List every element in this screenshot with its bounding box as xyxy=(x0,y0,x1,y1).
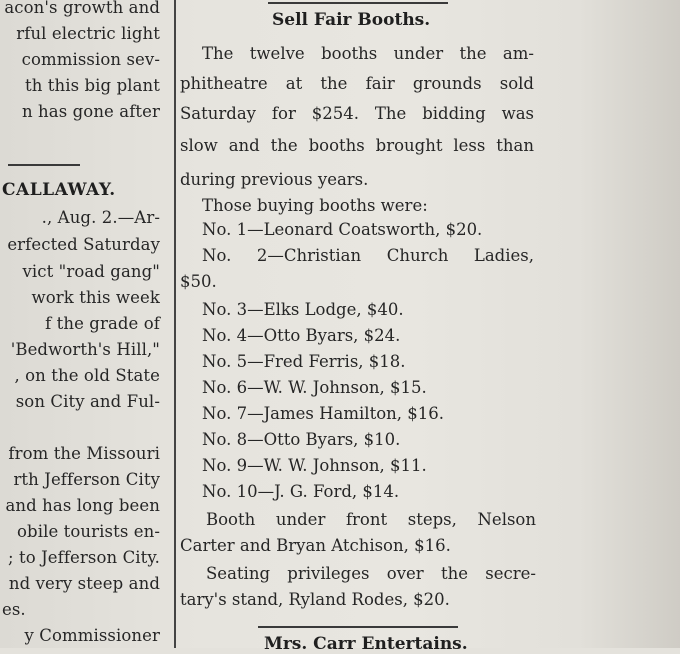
article-line: slow and the booths brought less than xyxy=(180,136,534,155)
left-text-line: rth Jefferson City xyxy=(13,470,160,489)
left-text-line: son City and Ful- xyxy=(15,392,160,411)
left-column xyxy=(0,0,166,648)
booth-entry: No. 2—Christian Church Ladies, xyxy=(202,246,534,265)
booth-entry: No. 7—James Hamilton, $16. xyxy=(202,404,444,423)
article-line: during previous years. xyxy=(180,170,369,189)
next-article-headline: Mrs. Carr Entertains. xyxy=(264,634,468,654)
section-divider xyxy=(8,164,80,166)
article-headline: Sell Fair Booths. xyxy=(272,10,431,30)
article-line: Saturday for $254. The bidding was xyxy=(180,104,534,123)
left-text-line: y Commissioner xyxy=(24,626,160,645)
left-text-line: acon's growth and xyxy=(4,0,160,17)
booth-entry: No. 4—Otto Byars, $24. xyxy=(202,326,401,345)
left-text-line: vict "road gang" xyxy=(22,262,160,281)
booth-entry: No. 3—Elks Lodge, $40. xyxy=(202,300,404,319)
booth-entry: Booth under front steps, Nelson xyxy=(206,510,536,529)
headline-rule xyxy=(258,626,458,628)
column-rule xyxy=(174,0,176,648)
booth-entry: No. 10—J. G. Ford, $14. xyxy=(202,482,400,501)
booth-entry: No. 1—Leonard Coatsworth, $20. xyxy=(202,220,483,239)
booth-entry: Carter and Bryan Atchison, $16. xyxy=(180,536,451,555)
left-text-line: , on the old State xyxy=(14,366,160,385)
left-text-line: and has long been xyxy=(5,496,160,515)
left-text-line: erfected Saturday xyxy=(7,235,160,254)
left-text-line: f the grade of xyxy=(45,314,160,333)
left-text-line: rful electric light xyxy=(16,24,160,43)
left-text-line: nd very steep and xyxy=(8,574,160,593)
booth-entry: tary's stand, Ryland Rodes, $20. xyxy=(180,590,450,609)
booth-entry: No. 5—Fred Ferris, $18. xyxy=(202,352,406,371)
booth-entry: No. 8—Otto Byars, $10. xyxy=(202,430,401,449)
left-text-line: es. xyxy=(2,600,26,619)
left-text-line: th this big plant xyxy=(24,76,160,95)
left-text-line: n has gone after xyxy=(21,102,160,121)
booth-entry: No. 9—W. W. Johnson, $11. xyxy=(202,456,427,475)
section-heading: CALLAWAY. xyxy=(2,180,116,200)
left-text-line: ., Aug. 2.—Ar- xyxy=(41,208,160,227)
article-line: The twelve booths under the am- xyxy=(202,44,534,63)
left-text-line: from the Missouri xyxy=(8,444,160,463)
article-line: Those buying booths were: xyxy=(202,196,428,215)
left-text-line: ; to Jefferson City. xyxy=(7,548,160,567)
booth-entry: $50. xyxy=(180,272,217,291)
article-line: phitheatre at the fair grounds sold xyxy=(180,74,534,93)
left-text-line: 'Bedworth's Hill," xyxy=(10,340,160,359)
left-text-line: obile tourists en- xyxy=(17,522,160,541)
left-text-line: work this week xyxy=(31,288,160,307)
headline-rule xyxy=(268,2,448,4)
booth-entry: Seating privileges over the secre- xyxy=(206,564,536,583)
booth-entry: No. 6—W. W. Johnson, $15. xyxy=(202,378,427,397)
left-text-line: commission sev- xyxy=(21,50,160,69)
